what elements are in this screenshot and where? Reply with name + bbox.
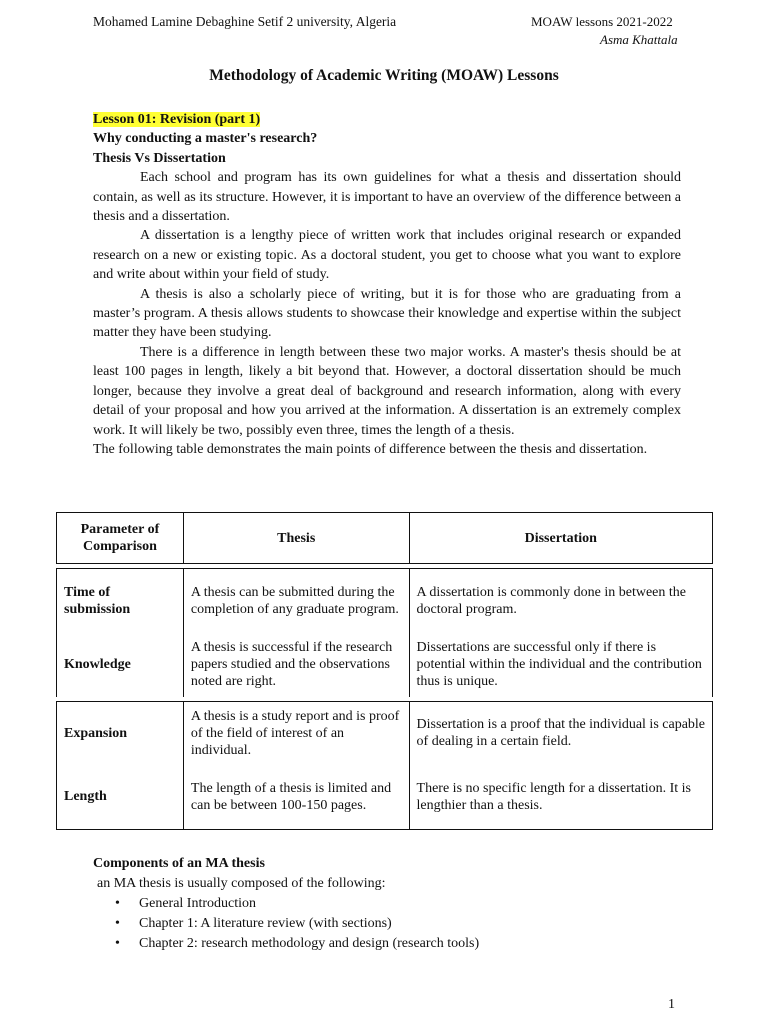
paragraph-4: There is a difference in length between these two major works. A master's thesis should be at least 100 pages in length, likely a bit beyond that. However, a doctoral dissertation should be much longer, because they involve a great deal of background and research information, along with every detail of your proposal and how you arrived at the information. A dissertation is an extremely complex work. It will likely be two, possibly even three, times the length of a thesis. bbox=[93, 344, 681, 438]
header-course: MOAW lessons 2021-2022 bbox=[531, 14, 673, 29]
header-dissertation: Dissertation bbox=[409, 513, 712, 564]
question-heading: Why conducting a master's research? bbox=[93, 131, 318, 147]
row-dissertation: A dissertation is commonly done in between the doctoral program. bbox=[409, 569, 712, 633]
list-item: • General Introduction bbox=[139, 894, 693, 914]
components-list bbox=[93, 894, 693, 954]
paragraph-1: Each school and program has its own guidelines for what a thesis and dissertation should contain, as well as its structure. However, it is important to have an overview of the difference between a thesis and a dissertation. bbox=[93, 170, 681, 225]
row-thesis: A thesis is a study report and is proof of the field of interest of an individual. bbox=[183, 701, 409, 765]
subheading: Thesis Vs Dissertation bbox=[93, 150, 226, 166]
paragraph-3: A thesis is also a scholarly piece of writing, but it is for those who are graduating from a master’s program. A thesis allows students to showcase their knowledge and expertise within the subject matter they have been studying. bbox=[93, 286, 681, 341]
table-row bbox=[57, 701, 713, 765]
header-author: Asma Khattala bbox=[600, 32, 678, 47]
lesson-highlight: Lesson 01: Revision (part 1) bbox=[93, 112, 261, 127]
row-dissertation: There is no specific length for a dissertation. It is lengthier than a thesis. bbox=[409, 765, 712, 829]
row-parameter: Expansion bbox=[57, 701, 184, 765]
table-row bbox=[57, 633, 713, 697]
row-dissertation: Dissertation is a proof that the individual is capable of dealing in a certain field. bbox=[409, 701, 712, 765]
table-row bbox=[57, 765, 713, 829]
row-thesis: A thesis can be submitted during the completion of any graduate program. bbox=[183, 569, 409, 633]
components-heading: Components of an MA thesis bbox=[93, 856, 265, 871]
table-intro: The following table demonstrates the main points of difference between the thesis and dissertation. bbox=[93, 441, 648, 457]
body-text bbox=[93, 110, 681, 459]
components-section bbox=[93, 854, 693, 954]
header-thesis: Thesis bbox=[183, 513, 409, 564]
row-dissertation: Dissertations are successful only if there is potential within the individual and the contribution thus is unique. bbox=[409, 633, 712, 697]
comparison-table bbox=[56, 512, 713, 830]
table-row bbox=[57, 569, 713, 633]
row-thesis: A thesis is successful if the research papers studied and the observations noted are right. bbox=[183, 633, 409, 697]
list-item: • Chapter 1: A literature review (with sections) bbox=[139, 914, 693, 934]
row-parameter: Time of submission bbox=[57, 569, 184, 633]
lesson-heading bbox=[93, 110, 681, 129]
table-header-row bbox=[57, 513, 713, 564]
row-thesis: The length of a thesis is limited and can be between 100-150 pages. bbox=[183, 765, 409, 829]
header-parameter: Parameter of Comparison bbox=[57, 513, 184, 564]
components-intro: an MA thesis is usually composed of the following: bbox=[97, 876, 386, 891]
list-item: • Chapter 2: research methodology and design (research tools) bbox=[139, 934, 693, 954]
row-parameter: Length bbox=[57, 765, 184, 829]
page-number: 1 bbox=[668, 997, 675, 1012]
paragraph-2: A dissertation is a lengthy piece of written work that includes original research or expanded research on a new or existing topic. As a doctoral student, you get to choose what you want to explore and write about within your field of study. bbox=[93, 228, 681, 283]
header-university: Mohamed Lamine Debaghine Setif 2 university, Algeria bbox=[93, 14, 397, 29]
row-parameter: Knowledge bbox=[57, 633, 184, 697]
page-title: Methodology of Academic Writing (MOAW) Lessons bbox=[209, 67, 559, 84]
